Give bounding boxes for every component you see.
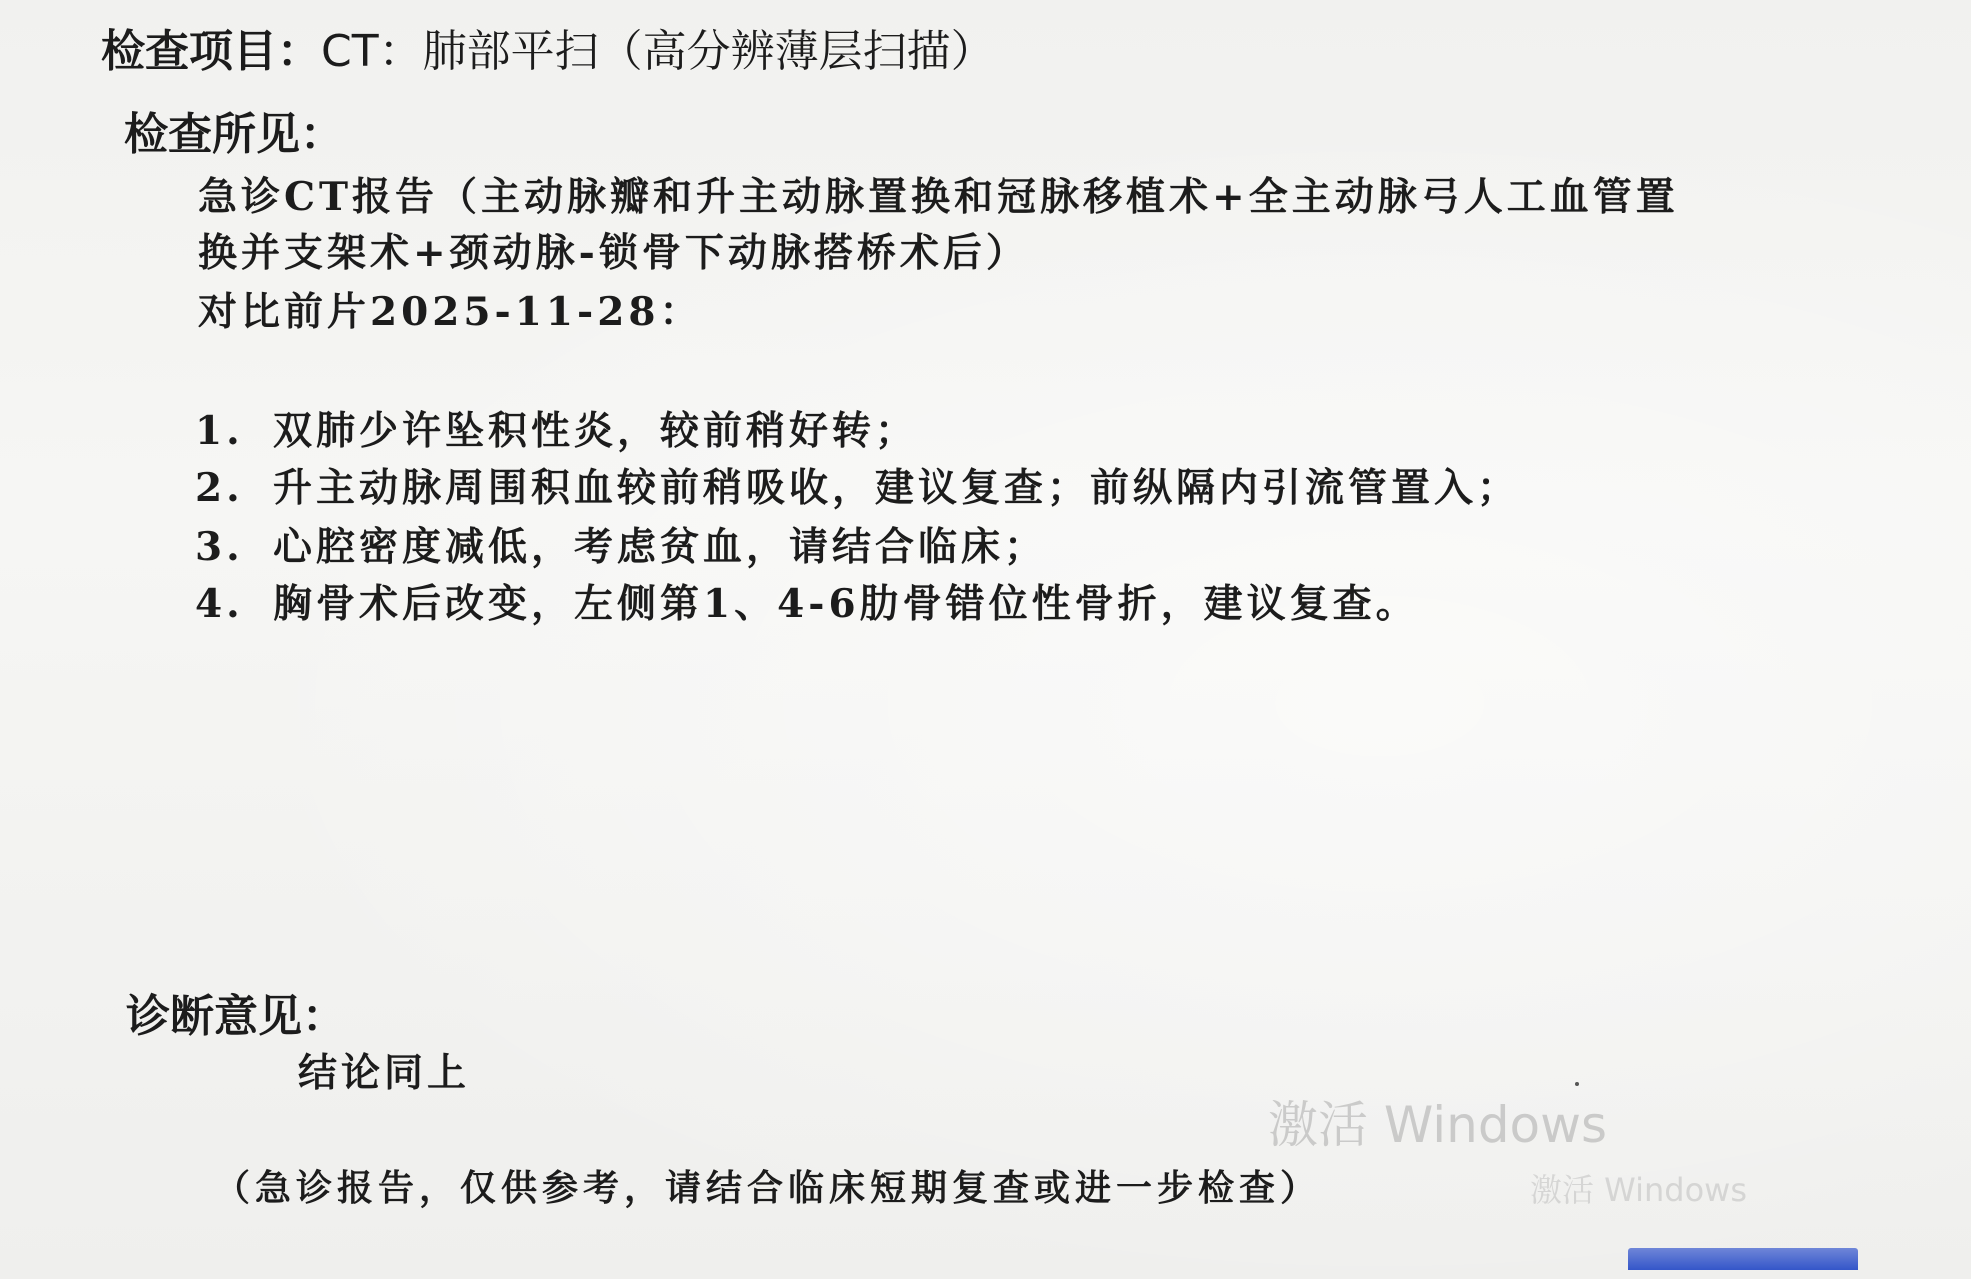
exam-item-row	[101, 26, 995, 77]
windows-activation-watermark-secondary: 激活 Windows	[1530, 1171, 1748, 1209]
finding-item-1-text: 双肺少许坠积性炎，较前稍好转；	[273, 408, 919, 454]
finding-item-2-number: 2.	[195, 465, 244, 511]
windows-activation-watermark: 激活 Windows	[1268, 1096, 1608, 1154]
findings-intro-line1: 急诊CT报告（主动脉瓣和升主动脉置换和冠脉移植术+全主动脉弓人工血管置	[198, 174, 1679, 220]
finding-item-3-number: 3.	[195, 524, 244, 570]
finding-item-2-text: 升主动脉周围积血较前稍吸收，建议复查；前纵隔内引流管置入；	[273, 465, 1521, 511]
diagnosis-text: 结论同上	[298, 1050, 471, 1096]
finding-item-4-number: 4.	[195, 581, 244, 627]
finding-item-3-text: 心腔密度减低，考虑贫血，请结合临床；	[273, 524, 1048, 570]
taskbar-edge	[1628, 1248, 1858, 1270]
footer-note: （急诊报告，仅供参考，请结合临床短期复查或进一步检查）	[214, 1167, 1322, 1209]
finding-item-1-number: 1.	[195, 408, 244, 454]
exam-item-value: CT：肺部平扫（高分辨薄层扫描）	[321, 26, 995, 77]
finding-item-3	[195, 524, 1048, 570]
findings-label: 检查所见：	[124, 109, 344, 160]
diagnosis-label: 诊断意见：	[126, 991, 346, 1042]
finding-item-2	[195, 465, 1521, 511]
finding-item-1	[195, 408, 919, 454]
screen-speck	[1575, 1082, 1579, 1086]
finding-item-4	[195, 581, 1419, 627]
findings-compare-line: 对比前片2025-11-28：	[198, 289, 703, 335]
exam-item-label: 检查项目：	[101, 26, 321, 77]
findings-intro-line2: 换并支架术+颈动脉-锁骨下动脉搭桥术后）	[198, 230, 1029, 276]
finding-item-4-text: 胸骨术后改变，左侧第1、4-6肋骨错位性骨折，建议复查。	[273, 581, 1419, 627]
